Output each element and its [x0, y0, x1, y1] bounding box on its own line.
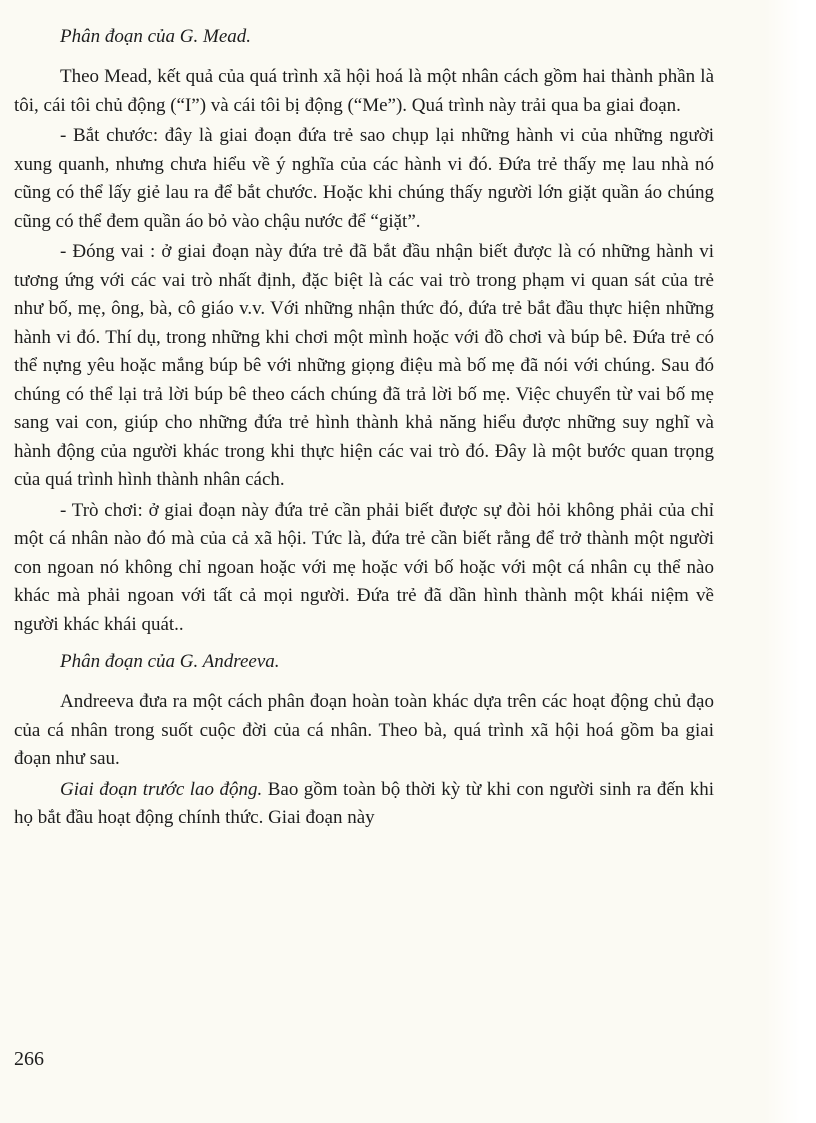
- pre-labor-lead: Giai đoạn trước lao động.: [60, 778, 263, 800]
- paragraph-mead-intro: Theo Mead, kết quả của quá trình xã hội hoá là một nhân cách gồm hai thành phần là tôi, cái tôi chủ động (“I”) và cái tôi bị động (“Me”). Quá trình này trải qua ba giai đoạn.: [14, 66, 714, 116]
- pre-labor-text: Bao gồm toàn bộ thời kỳ từ khi con người sinh ra đến khi họ bắt đầu hoạt động chính thức. Giai đoạn này: [14, 778, 714, 828]
- paragraph-andreeva-intro: Andreeva đưa ra một cách phân đoạn hoàn toàn khác dựa trên các hoạt động chủ đạo của cá nhân trong suốt cuộc đời của cá nhân. Theo bà, quá trình xã hội hoá gồm ba giai đoạn như sau.: [14, 691, 714, 769]
- paragraph-role-playing: - Đóng vai : ở giai đoạn này đứa trẻ đã bắt đầu nhận biết được là có những hành vi tương ứng với các vai trò nhất định, đặc biệt là các vai trò trong phạm vi quan sát của trẻ như bố, mẹ, ông, bà, cô giáo v.v. Với những nhận thức đó, đứa trẻ bắt đầu thực hiện những hành vi đó. Thí dụ, trong những khi chơi một mình hoặc với đồ chơi và búp bê. Đứa trẻ có thể nựng yêu hoặc mắng búp bê với những giọng điệu mà bố mẹ đã nói với chúng. Sau đó chúng có thể lại trả lời búp bê theo cách chúng đã trả lời bố mẹ. Việc chuyển từ vai bố mẹ sang vai con, giúp cho những đứa trẻ hình thành khả năng hiểu được những suy nghĩ và hành động của người khác trong khi thực hiện các vai trò đó. Đây là một bước quan trọng của quá trình hình thành nhân cách.: [14, 241, 714, 490]
- paragraph-game: - Trò chơi: ở giai đoạn này đứa trẻ cần phải biết được sự đòi hỏi không phải của chỉ một cá nhân nào đó mà của cả xã hội. Tức là, đứa trẻ cần biết rằng để trở thành một người con ngoan nó không chỉ ngoan hoặc với mẹ hoặc với bố hoặc với một cá nhân cụ thể nào khác mà phải ngoan với tất cả mọi người. Đứa trẻ đã dần hình thành một khái niệm về người khác khái quát..: [14, 499, 714, 635]
- heading-mead: Phân đoạn của G. Mead.: [60, 26, 252, 47]
- paragraph-pre-labor: [14, 776, 714, 833]
- page-number: 266: [14, 1048, 44, 1070]
- paragraph-imitation: - Bắt chước: đây là giai đoạn đứa trẻ sao chụp lại những hành vi của những người xung quanh, nhưng chưa hiểu về ý nghĩa của các hành vi đó. Đứa trẻ thấy mẹ lau nhà nó cũng có thể lấy giẻ lau ra để bắt chước. Hoặc khi chúng thấy người lớn giặt quần áo chúng cũng có thể đem quần áo bỏ vào chậu nước để “giặt”.: [14, 125, 714, 232]
- page-body: [14, 22, 714, 835]
- heading-andreeva: Phân đoạn của G. Andreeva.: [60, 651, 280, 672]
- scan-edge-shade: [764, 0, 816, 1123]
